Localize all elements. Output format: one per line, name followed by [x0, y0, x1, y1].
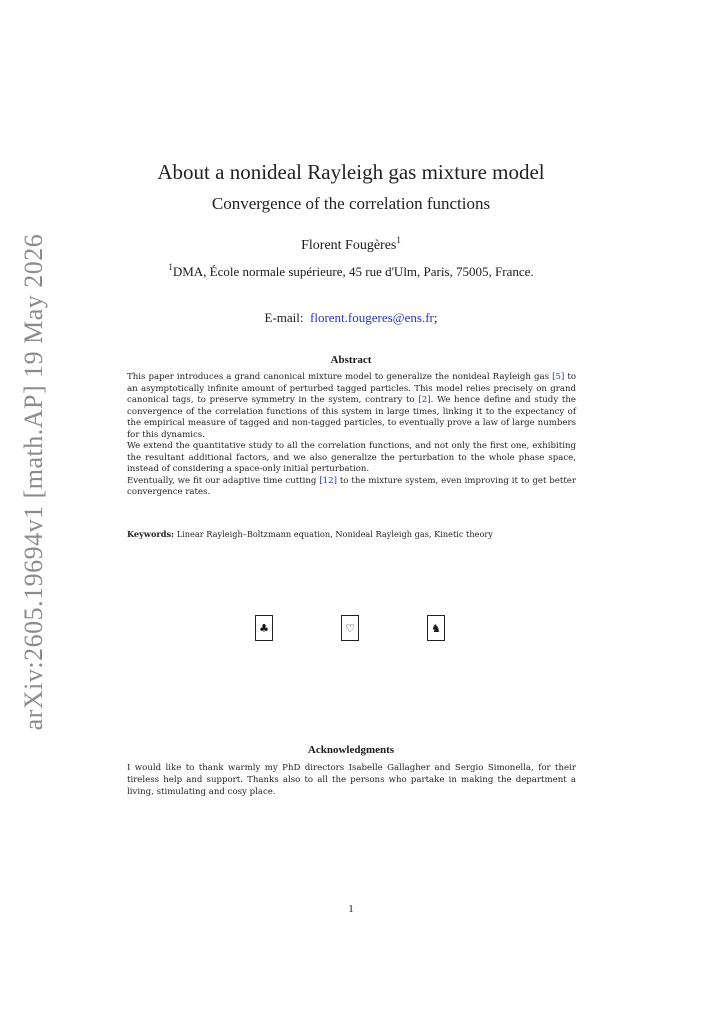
citation-link[interactable]: [12]: [319, 475, 337, 486]
author-name: Florent Fougères: [301, 238, 397, 253]
affiliation-text: DMA, École normale supérieure, 45 rue d'Ulm, Paris, 75005, France.: [172, 264, 534, 279]
email-label: E-mail:: [264, 310, 304, 325]
keywords-text: Linear Rayleigh–Boltzmann equation, Nonideal Rayleigh gas, Kinetic theory: [176, 529, 493, 539]
acknowledgments-heading: Acknowledgments: [307, 744, 395, 756]
email-suffix: ;: [433, 310, 438, 325]
author-affiliation-marker: 1: [396, 235, 401, 245]
affiliation-marker: 1: [168, 262, 173, 272]
arxiv-identifier: arXiv:2605.19694v1 [math.AP] 19 May 2026: [19, 233, 48, 731]
paper-subtitle: Convergence of the correlation functions: [211, 194, 491, 213]
abstract-body: [127, 372, 576, 499]
abstract-paragraph-3: [127, 476, 576, 499]
club-icon: ♣: [255, 615, 273, 641]
acknowledgments-text: I would like to thank warmly my PhD directors Isabelle Gallagher and Sergio Simonella, for their tireless help and support. Thanks also to all the persons who partake in making the department a living, stimulating and cosy place.: [127, 763, 576, 797]
citation-link[interactable]: [5]: [552, 372, 565, 382]
heart-icon: ♡: [341, 615, 359, 641]
affiliation-line: [0, 264, 702, 280]
abstract-text: to the mixture system, even improving it to get better convergence rates.: [127, 475, 576, 497]
abstract-text: to an asymptotically infinite amount of perturbed tagged particles. This model relies precisely on grand canonical tags, to preserve symmetry in the system, contrary to: [127, 372, 577, 405]
email-link[interactable]: florent.fougeres@ens.fr: [310, 310, 434, 325]
page-number: 1: [348, 903, 354, 915]
abstract-paragraph-1: [127, 372, 576, 441]
abstract-paragraph-2: We extend the quantitative study to all the correlation functions, and not only the first one, exhibiting the resultant additional factors, and we also generalize the perturbation to the whole phase space, instead of considering a space-only initial perturbation.: [127, 441, 576, 474]
author-line: [0, 235, 702, 254]
knight-icon: ♞: [427, 615, 445, 641]
citation-link[interactable]: [2]: [418, 395, 431, 405]
abstract-text: Eventually, we fit our adaptive time cutting: [127, 475, 320, 486]
email-line: [0, 310, 702, 326]
abstract-text: This paper introduces a grand canonical mixture model to generalize the nonideal Rayleigh gas: [127, 372, 553, 382]
keywords-label: Keywords:: [127, 529, 175, 539]
keywords-line: [127, 529, 576, 539]
paper-title: About a nonideal Rayleigh gas mixture model: [157, 160, 545, 184]
abstract-heading: Abstract: [330, 354, 372, 366]
abstract-text: . We hence define and study the convergence of the correlation functions of this system in large times, linking it to the expectancy of the empirical measure of tagged and non-tagged particles, to eventually prove a law of large numbers for this dynamics.: [127, 395, 576, 440]
